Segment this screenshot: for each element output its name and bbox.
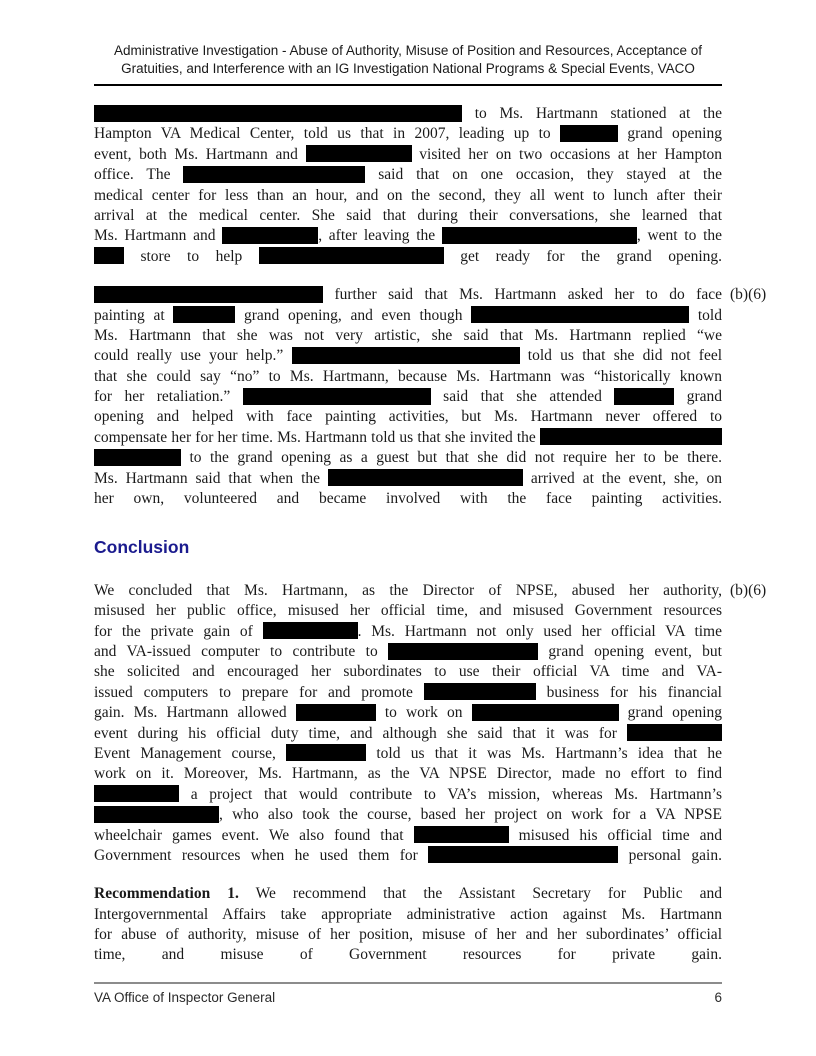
redaction-bar <box>614 388 674 405</box>
text-line: office. The said that on one occasion, they stayed at the <box>94 166 722 184</box>
redaction-bar <box>428 846 618 863</box>
redaction-bar <box>259 247 444 264</box>
footer-page-number: 6 <box>714 990 722 1005</box>
text-line: Recommendation 1. We recommend that the Assistant Secretary for Public and <box>94 885 722 903</box>
paragraph-recommendation-1 <box>94 884 722 966</box>
redaction-bar <box>222 227 318 244</box>
redaction-bar <box>472 704 619 721</box>
redaction-bar <box>388 643 538 660</box>
redaction-bar <box>243 388 431 405</box>
header-rule <box>94 84 722 86</box>
redaction-bar <box>560 125 618 142</box>
redaction-bar <box>94 785 179 802</box>
redaction-bar <box>306 145 412 162</box>
text-line: Ms. Hartmann and , after leaving the , went to the <box>94 227 723 245</box>
redaction-bar <box>94 105 462 122</box>
text-line: Intergovernmental Affairs take appropriate administrative action against Ms. Hartmann <box>94 905 722 923</box>
page-header <box>94 42 722 86</box>
text-line: gain. Ms. Hartmann allowed to work on grand opening <box>94 704 722 722</box>
text-line: painting at grand opening, and even though told <box>94 306 722 324</box>
footer-rule <box>94 982 722 984</box>
redaction-bar <box>94 806 219 823</box>
redaction-bar <box>442 227 637 244</box>
text-line: , who also took the course, based her project on work for a VA NPSE <box>94 805 722 825</box>
redaction-bar <box>292 347 520 364</box>
text-line: opening and helped with face painting activities, but Ms. Hartmann never offered to <box>94 408 722 426</box>
redaction-bar <box>94 247 124 264</box>
text-line: further said that Ms. Hartmann asked her to do face (b)(6) <box>94 285 722 305</box>
text-line: compensate her for her time. Ms. Hartmann told us that she invited the <box>94 428 722 448</box>
foia-exemption-note: (b)(6) <box>730 581 767 599</box>
bold-text: Recommendation 1. <box>94 885 239 903</box>
text-line: wheelchair games event. We also found that misused his official time and <box>94 826 723 844</box>
text-line: for abuse of authority, misuse of her position, misuse of her and her subordinates’ official <box>94 926 722 944</box>
redaction-bar <box>471 306 689 323</box>
text-line: could really use your help.” told us that she did not feel <box>94 347 723 365</box>
redaction-bar <box>414 826 509 843</box>
redaction-bar <box>424 683 536 700</box>
text-line: work on it. Moreover, Ms. Hartmann, as the VA NPSE Director, made no effort to find <box>94 765 722 783</box>
text-line: that she could say “no” to Ms. Hartmann, because Ms. Hartmann was “historically known <box>94 367 722 385</box>
paragraph-face-painting <box>94 285 767 509</box>
text-line: Ms. Hartmann said that when the arrived at the event, she, on <box>94 469 722 487</box>
redaction-bar <box>296 704 376 721</box>
redaction-bar <box>94 286 323 303</box>
text-line: Government resources when he used them for personal gain. <box>94 846 722 864</box>
conclusion-heading: Conclusion <box>94 537 190 558</box>
text-line: arrival at the medical center. She said that during their conversations, she learned that <box>94 206 722 224</box>
text-line: time, and misuse of Government resources for private gain. <box>94 946 722 964</box>
redaction-bar <box>183 166 365 183</box>
redaction-bar <box>540 428 722 445</box>
text-line: her own, volunteered and became involved with the face painting activities. <box>94 490 722 508</box>
text-line: to the grand opening as a guest but that she did not require her to be there. <box>94 448 722 468</box>
text-line: and VA-issued computer to contribute to grand opening event, but <box>94 643 722 660</box>
text-line: Ms. Hartmann that she was not very artistic, she said that Ms. Hartmann replied “we <box>94 326 722 344</box>
header-title <box>94 42 722 77</box>
document-body <box>94 104 767 966</box>
foia-exemption-note: (b)(6) <box>730 286 767 304</box>
paragraph-grand-opening-visits <box>94 104 722 267</box>
text-line: store to help get ready for the grand opening. <box>94 247 722 267</box>
text-line: a project that would contribute to VA’s mission, whereas Ms. Hartmann’s <box>94 785 722 805</box>
footer-left-text: VA Office of Inspector General <box>94 990 276 1005</box>
text-line: issued computers to prepare for and promote business for his financial <box>94 683 722 701</box>
text-line: We concluded that Ms. Hartmann, as the Director of NPSE, abused her authority, (b)(6) <box>94 581 722 601</box>
text-line: for her retaliation.” said that she attended grand <box>94 388 723 406</box>
redaction-bar <box>328 469 523 486</box>
redaction-bar <box>286 744 366 761</box>
redaction-bar <box>173 306 235 323</box>
text-line: event, both Ms. Hartmann and visited her on two occasions at her Hampton <box>94 145 723 163</box>
page-footer <box>94 982 722 1005</box>
text-line: for the private gain of . Ms. Hartmann not only used her official VA time <box>94 622 722 640</box>
text-line: Hampton VA Medical Center, told us that in 2007, leading up to grand opening <box>94 125 722 143</box>
text-line: misused her public office, misused her official time, and misused Government resources <box>94 602 722 620</box>
header-title-line2: Gratuities, and Interference with an IG Investigation National Programs & Special Events, VACO <box>121 60 695 76</box>
redaction-bar <box>627 724 722 741</box>
paragraph-conclusion <box>94 581 767 866</box>
text-line: event during his official duty time, and although she said that it was for <box>94 724 722 744</box>
text-line: to Ms. Hartmann stationed at the <box>94 104 722 124</box>
text-line: medical center for less than an hour, and on the second, they all went to lunch after their <box>94 186 722 204</box>
header-title-line1: Administrative Investigation - Abuse of Authority, Misuse of Position and Resources, Acceptance of <box>113 43 703 58</box>
text-line: she solicited and encouraged her subordinates to use their official VA time and VA- <box>94 663 722 681</box>
redaction-bar <box>263 622 358 639</box>
text-line: Event Management course, told us that it was Ms. Hartmann’s idea that he <box>94 744 722 762</box>
redaction-bar <box>94 449 181 466</box>
